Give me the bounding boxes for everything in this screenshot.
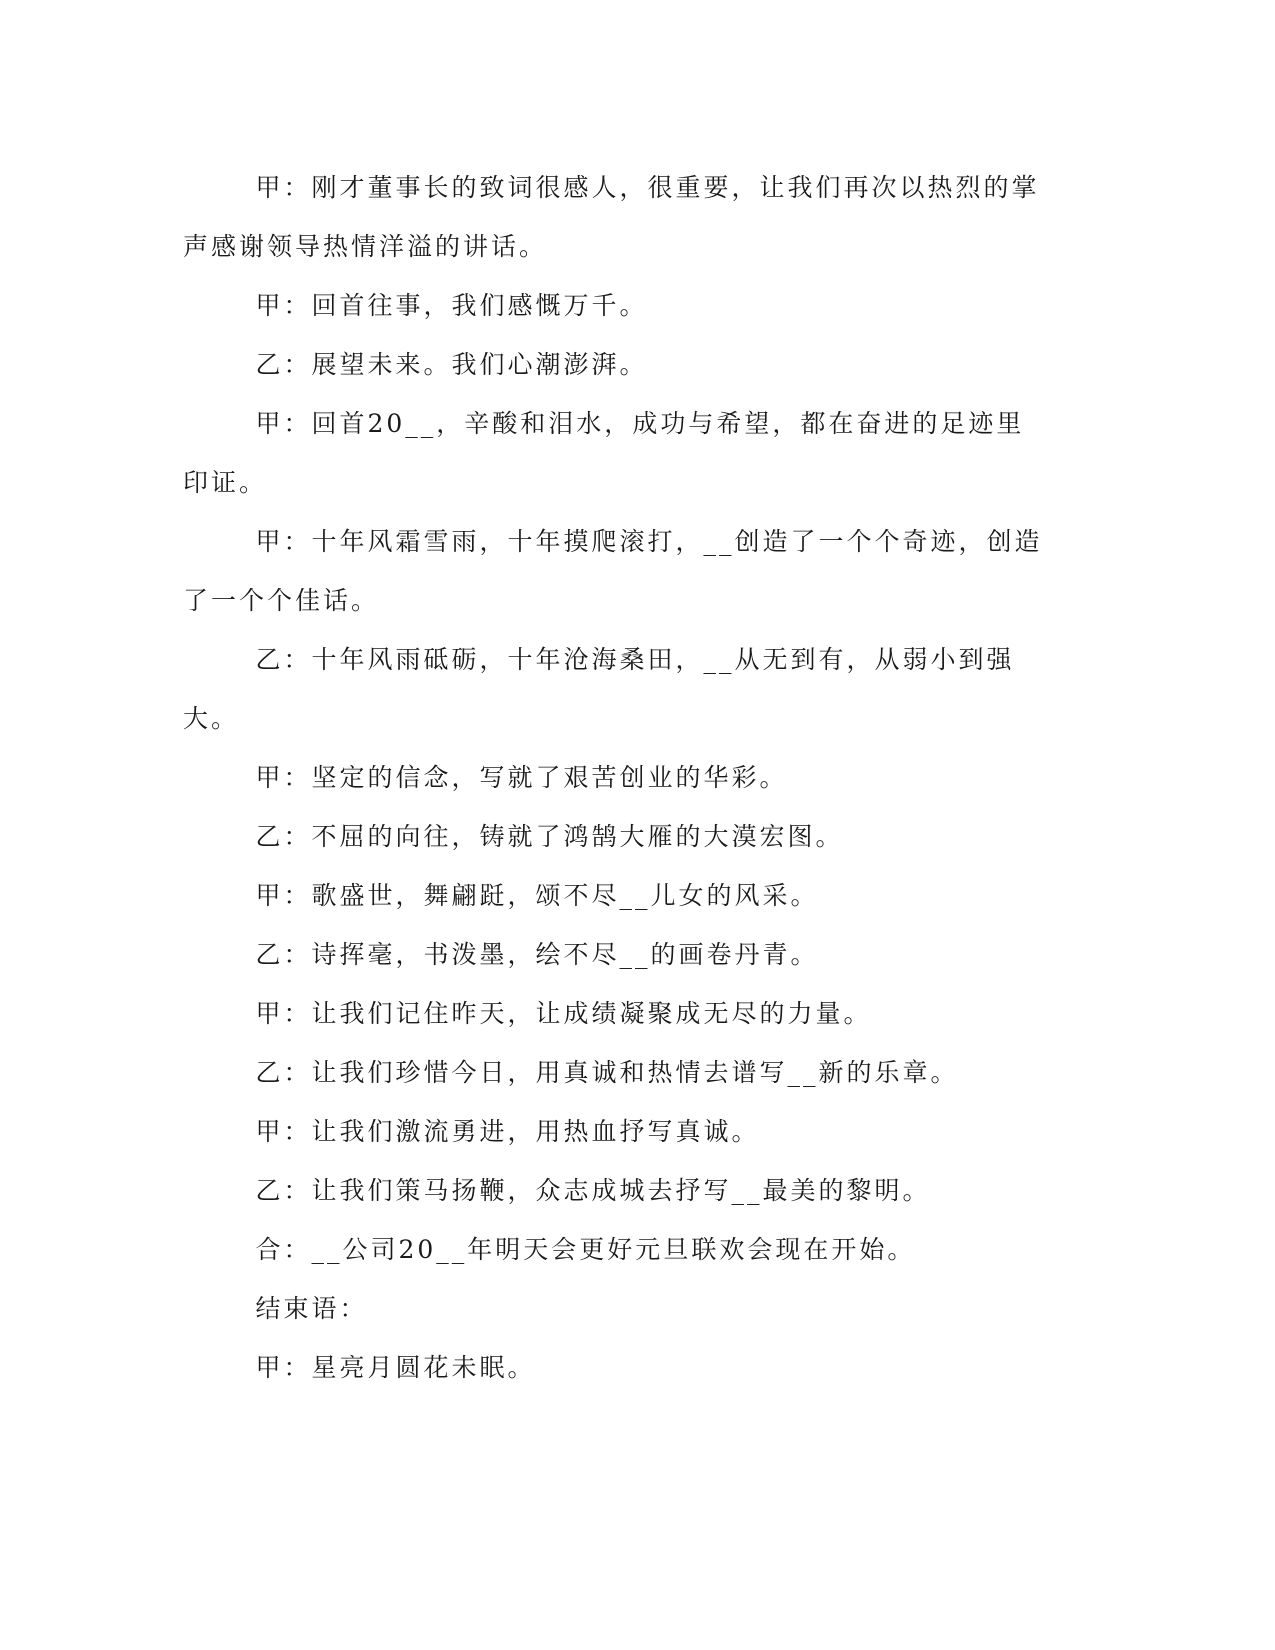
paragraph: 甲：让我们激流勇进，用热血抒写真诚。: [255, 1117, 760, 1146]
body-text: [183, 158, 1043, 1397]
paragraph: 乙：让我们策马扬鞭，众志成城去抒写__最美的黎明。: [255, 1176, 931, 1205]
paragraph: 甲：歌盛世，舞翩跹，颂不尽__儿女的风采。: [255, 881, 819, 910]
paragraph: 乙：诗挥毫，书泼墨，绘不尽__的画卷丹青。: [255, 940, 819, 969]
paragraph: 甲：星亮月圆花未眠。: [255, 1353, 536, 1382]
paragraph: 甲：坚定的信念，写就了艰苦创业的华彩。: [255, 763, 788, 792]
paragraph: 合：__公司20__年明天会更好元旦联欢会现在开始。: [255, 1235, 916, 1264]
paragraph: 乙：让我们珍惜今日，用真诚和热情去谱写__新的乐章。: [255, 1058, 959, 1087]
paragraph: 甲：十年风霜雪雨，十年摸爬滚打，__创造了一个个奇迹，创造了一个个佳话。: [183, 527, 1043, 615]
paragraph: 甲：刚才董事长的致词很感人，很重要，让我们再次以热烈的掌声感谢领导热情洋溢的讲话。: [183, 173, 1040, 261]
paragraph: 乙：不屈的向往，铸就了鸿鹄大雁的大漠宏图。: [255, 822, 844, 851]
paragraph: 结束语：: [255, 1294, 368, 1323]
paragraph: 甲：回首往事，我们感慨万千。: [255, 291, 648, 320]
paragraph: 甲：回首20__，辛酸和泪水，成功与希望，都在奋进的足迹里印证。: [183, 409, 1025, 497]
paragraph: 乙：展望未来。我们心潮澎湃。: [255, 350, 648, 379]
paragraph: 甲：让我们记住昨天，让成绩凝聚成无尽的力量。: [255, 999, 872, 1028]
paragraph: 乙：十年风雨砥砺，十年沧海桑田，__从无到有，从弱小到强大。: [183, 645, 1015, 733]
